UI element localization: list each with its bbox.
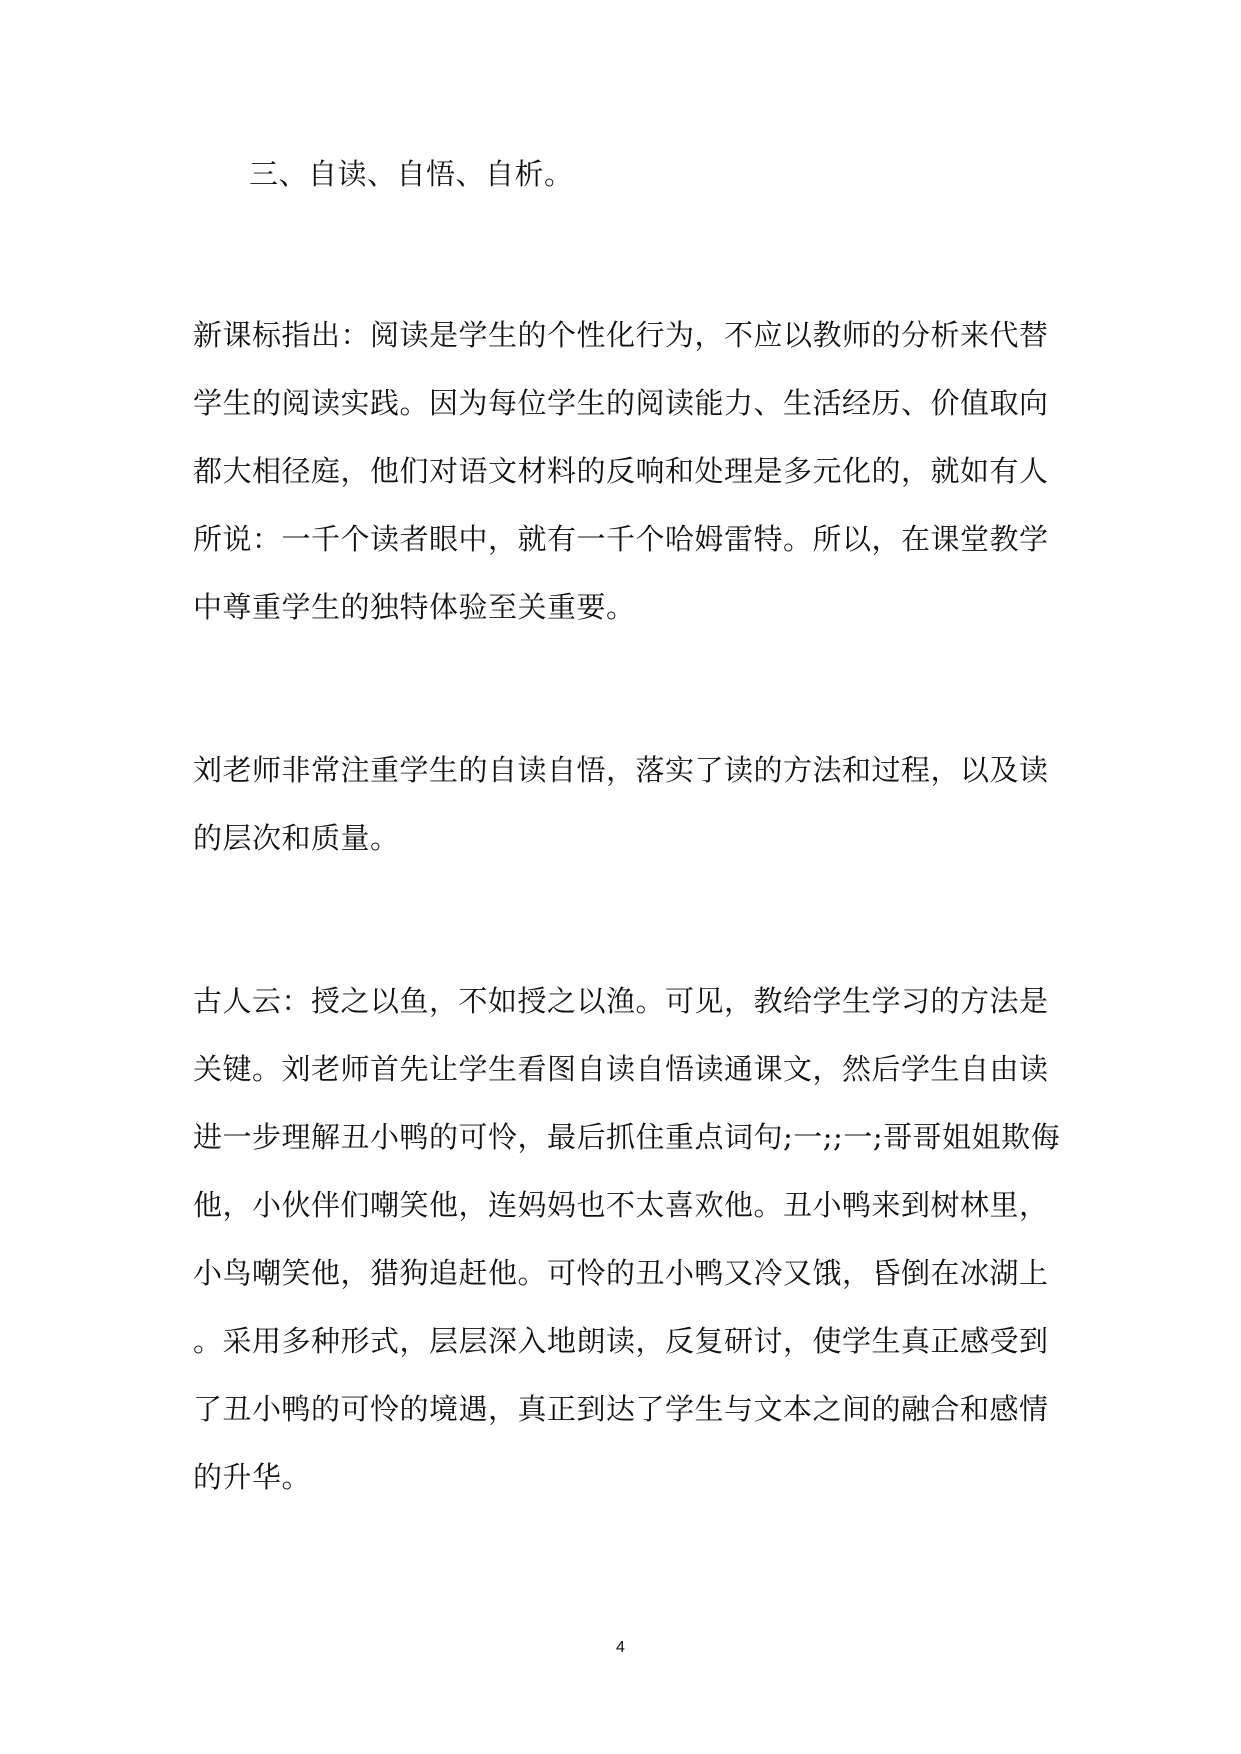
paragraph-3-line-3: 进一步理解丑小鸭的可怜，最后抓住重点词句;一;;一;哥哥姐姐欺侮 [193,1120,1061,1154]
paragraph-1-line-5: 中尊重学生的独特体验至关重要。 [193,590,636,624]
paragraph-2-line-1: 刘老师非常注重学生的自读自悟，落实了读的方法和过程，以及读 [193,753,1049,787]
paragraph-3-line-6: 。采用多种形式，层层深入地朗读，反复研讨，使学生真正感受到 [193,1324,1049,1358]
paragraph-3-line-1: 古人云：授之以鱼，不如授之以渔。可见，教给学生学习的方法是 [193,984,1049,1018]
paragraph-1-line-4: 所说：一千个读者眼中，就有一千个哈姆雷特。所以，在课堂教学 [193,522,1049,556]
paragraph-3-line-2: 关键。刘老师首先让学生看图自读自悟读通课文，然后学生自由读 [193,1052,1049,1086]
paragraph-3-line-4: 他，小伙伴们嘲笑他，连妈妈也不太喜欢他。丑小鸭来到树林里， [193,1188,1049,1222]
paragraph-3-line-5: 小鸟嘲笑他，猎狗追赶他。可怜的丑小鸭又冷又饿，昏倒在冰湖上 [193,1256,1049,1290]
paragraph-1-line-2: 学生的阅读实践。因为每位学生的阅读能力、生活经历、价值取向 [193,386,1049,420]
paragraph-1-line-1: 新课标指出：阅读是学生的个性化行为，不应以教师的分析来代替 [193,318,1049,352]
page-number: 4 [616,1639,625,1656]
paragraph-2-line-2: 的层次和质量。 [193,821,400,855]
paragraph-1-line-3: 都大相径庭，他们对语文材料的反响和处理是多元化的，就如有人 [193,454,1049,488]
paragraph-3-line-8: 的升华。 [193,1460,312,1494]
paragraph-3-line-7: 了丑小鸭的可怜的境遇，真正到达了学生与文本之间的融合和感情 [193,1392,1049,1426]
section-heading: 三、自读、自悟、自析。 [249,157,574,191]
